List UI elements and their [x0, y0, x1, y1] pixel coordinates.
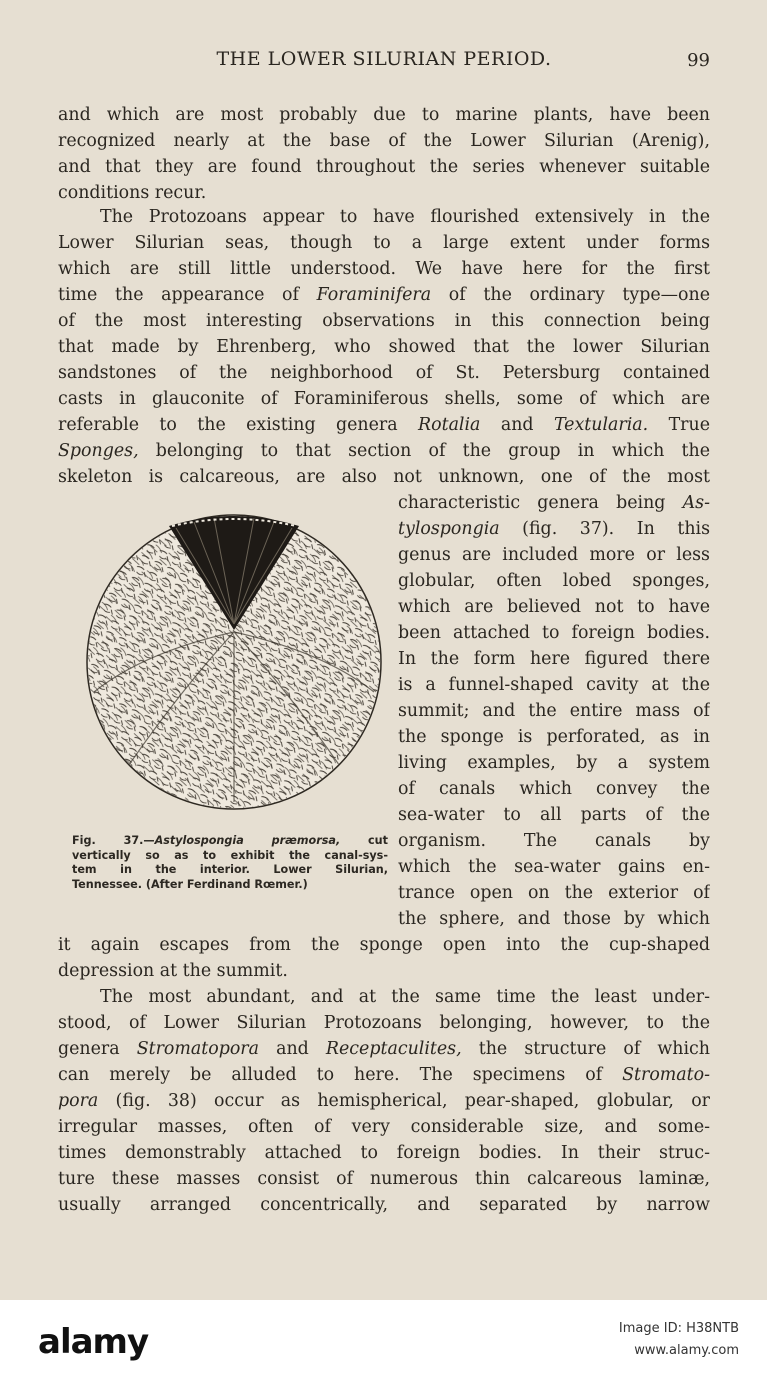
caption-species: Astylospongia præmorsa,	[154, 834, 341, 847]
text-line	[58, 412, 710, 438]
text-line: stood, of Lower Silurian Protozoans belonging, however, to the	[58, 1013, 710, 1033]
text-line: The Protozoans appear to have flourished extensively in the	[100, 207, 710, 227]
text-line	[58, 1062, 710, 1088]
text-line: sea-water to all parts of the	[398, 805, 710, 825]
text-line: the sponge is perforated, as in	[398, 727, 710, 747]
text-line: and that they are found throughout the series whenever suitable	[58, 157, 710, 177]
italic-term: Stromatopora	[136, 1039, 259, 1059]
italic-term: Stromato-	[622, 1065, 710, 1085]
text-segment: referable to the existing genera	[58, 415, 419, 435]
text-line: organism. The canals by	[398, 831, 710, 851]
caption-line: tem in the interior. Lower Silurian,	[72, 863, 388, 876]
text-segment: genera	[58, 1039, 137, 1059]
text-line	[58, 438, 710, 464]
text-line	[58, 1088, 710, 1114]
text-segment: of the ordinary type—one	[431, 285, 710, 305]
text-line: of canals which convey the	[398, 779, 710, 799]
text-segment: belonging to that section of the group in which the	[138, 441, 710, 461]
running-header	[58, 48, 710, 76]
caption-line: vertically so as to exhibit the canal-sys-	[72, 848, 388, 862]
text-line	[398, 490, 710, 516]
site-url: www.alamy.com	[634, 1343, 739, 1358]
text-segment: and	[480, 415, 554, 435]
image-id: Image ID: H38NTB	[618, 1321, 739, 1336]
text-segment: the structure of which	[461, 1039, 710, 1059]
italic-term: Receptaculites,	[325, 1039, 462, 1059]
text-line: sandstones of the neighborhood of St. Petersburg contained	[58, 363, 710, 383]
text-line: recognized nearly at the base of the Lower Silurian (Arenig),	[58, 131, 710, 151]
text-line	[58, 282, 710, 308]
italic-term: Rotalia	[418, 415, 481, 435]
text-line: irregular masses, often of very considerable size, and some-	[58, 1117, 710, 1137]
caption-line	[72, 834, 388, 849]
image-id-block	[619, 1318, 739, 1362]
caption-label: Fig. 37.—	[72, 834, 155, 847]
italic-term: Textularia.	[553, 415, 649, 435]
text-line: usually arranged concentrically, and separated by narrow	[58, 1195, 710, 1215]
caption-line: Tennessee. (After Ferdinand Rœmer.)	[72, 877, 308, 891]
text-segment: time the appearance of	[58, 285, 317, 305]
text-line: living examples, by a system	[398, 753, 710, 773]
text-segment: characteristic genera being	[398, 493, 683, 513]
text-line: times demonstrably attached to foreign bodies. In their struc-	[58, 1143, 710, 1163]
text-segment: (fig. 37). In this	[499, 519, 710, 539]
text-line: depression at the summit.	[58, 961, 288, 981]
page-number: 99	[687, 50, 710, 71]
sponge-illustration	[84, 512, 384, 812]
italic-term: pora	[58, 1091, 99, 1111]
figure-caption	[72, 834, 388, 892]
italic-term: Sponges,	[58, 441, 139, 461]
text-segment: and	[259, 1039, 326, 1059]
text-line: that made by Ehrenberg, who showed that the lower Silurian	[58, 337, 710, 357]
text-line: which are believed not to have	[398, 597, 710, 617]
text-segment: (fig. 38) occur as hemispherical, pear-shaped, globular, or	[98, 1091, 710, 1111]
running-title: THE LOWER SILURIAN PERIOD.	[216, 48, 552, 70]
text-line: which are still little understood. We have here for the first	[58, 259, 710, 279]
alamy-logo: alamy	[38, 1322, 149, 1362]
text-line: which the sea-water gains en-	[398, 857, 710, 877]
text-line: and which are most probably due to marine plants, have been	[58, 105, 710, 125]
text-line	[398, 516, 710, 542]
caption-text: cut	[340, 834, 388, 847]
text-line: Lower Silurian seas, though to a large extent under forms	[58, 233, 710, 253]
text-segment: True	[648, 415, 710, 435]
text-line	[58, 1036, 710, 1062]
text-line: conditions recur.	[58, 183, 207, 203]
text-line: The most abundant, and at the same time the least under-	[100, 987, 710, 1007]
italic-term: As-	[682, 493, 710, 513]
text-line: the sphere, and those by which	[398, 909, 710, 929]
text-segment: can merely be alluded to here. The specimens of	[58, 1065, 623, 1085]
text-line: In the form here figured there	[398, 649, 710, 669]
text-line: trance open on the exterior of	[398, 883, 710, 903]
italic-term: tylospongia	[398, 519, 500, 539]
text-line: skeleton is calcareous, are also not unknown, one of the most	[58, 467, 710, 487]
text-line: of the most interesting observations in this connection being	[58, 311, 710, 331]
text-line: summit; and the entire mass of	[398, 701, 710, 721]
italic-term: Foraminifera	[316, 285, 432, 305]
text-line: globular, often lobed sponges,	[398, 571, 710, 591]
text-line: casts in glauconite of Foraminiferous shells, some of which are	[58, 389, 710, 409]
watermark-footer	[0, 1300, 767, 1390]
text-line: ture these masses consist of numerous thin calcareous laminæ,	[58, 1169, 710, 1189]
text-line: been attached to foreign bodies.	[398, 623, 710, 643]
text-line: is a funnel-shaped cavity at the	[398, 675, 710, 695]
text-line: genus are included more or less	[398, 545, 710, 565]
text-line: it again escapes from the sponge open into the cup-shaped	[58, 935, 710, 955]
